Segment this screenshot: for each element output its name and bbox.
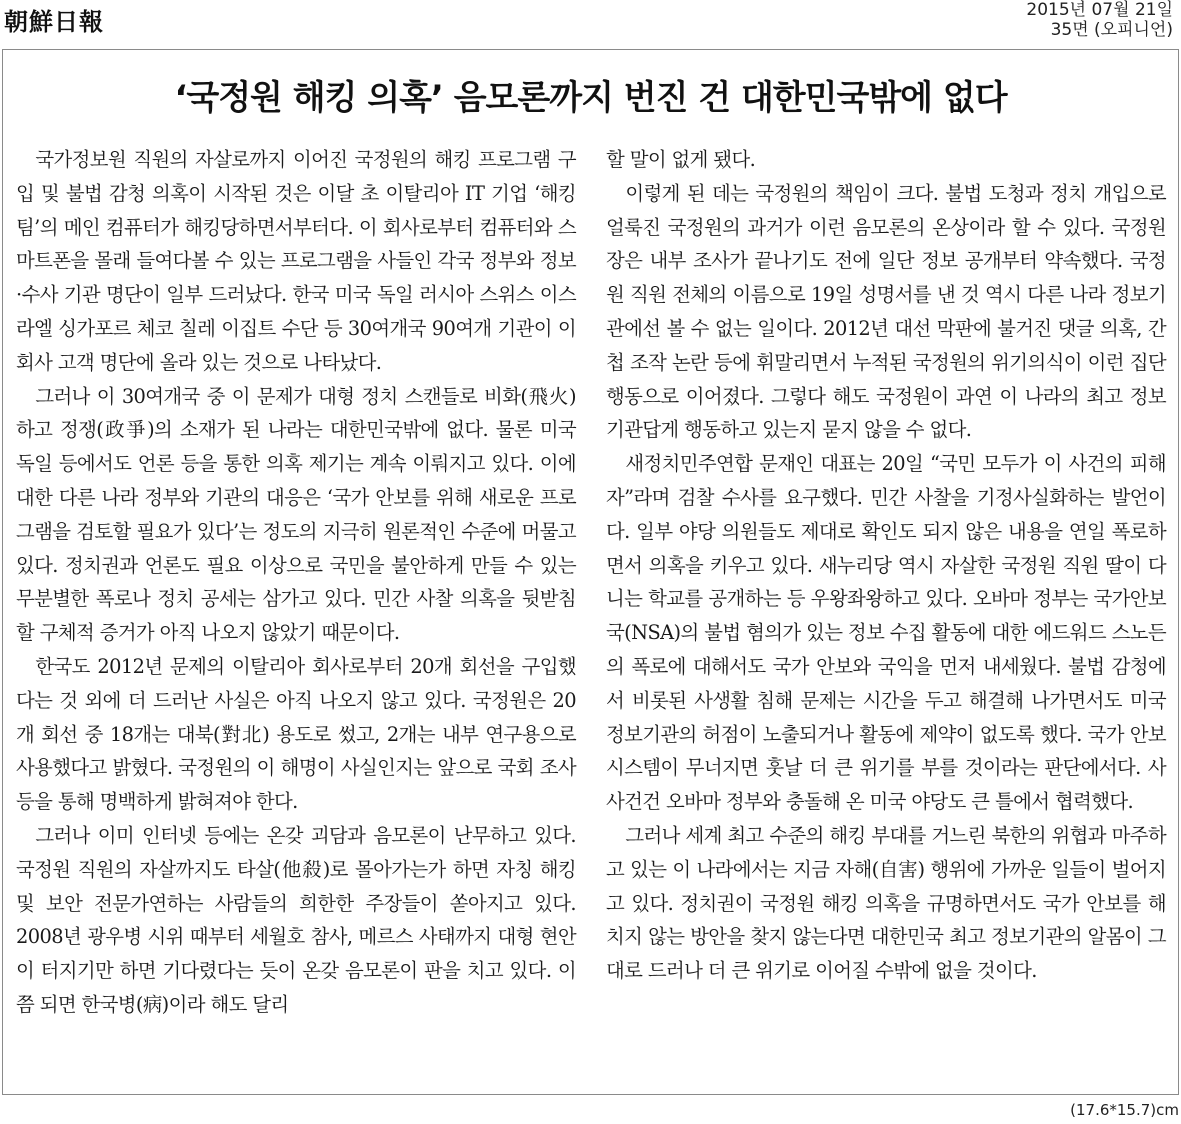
page-section: 35면 (오피니언): [1050, 20, 1173, 40]
headline: ‘국정원 해킹 의혹’ 음모론까지 번진 건 대한민국밖에 없다: [174, 78, 1007, 118]
column-left: [16, 143, 576, 1022]
masthead-logo: 朝鮮日報: [4, 7, 104, 36]
clipping-size: (17.6*15.7)cm: [1070, 1101, 1179, 1119]
paragraph-7: 그러나 세계 최고 수준의 해킹 부대를 거느린 북한의 위협과 마주하고 있는 이 나라에서는 지금 자해(自害) 행위에 가까운 일들이 벌어지고 있다. 정치권이 국정원 해킹 의혹을 규명하면서도 국가 안보를 해치지 않는 방안을 찾지 않는다면 대한민국 최고 정보기관의 알몸이 그대로 드러나 더 큰 위기로 이어질 수밖에 없을 것이다.: [606, 823, 1166, 983]
publication-date: 2015년 07월 21일: [1026, 0, 1173, 20]
paragraph-4-continued: 할 말이 없게 됐다.: [606, 148, 756, 171]
paragraph-5: 이렇게 된 데는 국정원의 책임이 크다. 불법 도청과 정치 개입으로 얼룩진 국정원의 과거가 이런 음모론의 온상이라 할 수 있다. 국정원장은 내부 조사가 끝나기도 전에 일단 정보 공개부터 약속했다. 국정원 직원 전체의 이름으로 19일 성명서를 낸 것 역시 다른 나라 정보기관에선 볼 수 없는 일이다. 2012년 대선 막판에 불거진 댓글 의혹, 간첩 조작 논란 등에 휘말리면서 누적된 국정원의 위기의식이 이런 집단 행동으로 이어졌다. 그렇다 해도 국정원이 과연 이 나라의 최고 정보기관답게 행동하고 있는지 묻지 않을 수 없다.: [606, 181, 1166, 442]
paragraph-2: 그러나 이 30여개국 중 이 문제가 대형 정치 스캔들로 비화(飛火)하고 정쟁(政爭)의 소재가 된 나라는 대한민국밖에 없다. 물론 미국 독일 등에서도 언론 등을 통한 의혹 제기는 계속 이뤄지고 있다. 이에 대한 다른 나라 정부와 기관의 대응은 ‘국가 안보를 위해 새로운 프로그램을 검토할 필요가 있다’는 정도의 지극히 원론적인 수준에 머물고 있다. 정치권과 언론도 필요 이상으로 국민을 불안하게 만들 수 있는 무분별한 폭로나 정치 공세는 삼가고 있다. 민간 사찰 의혹을 뒷받침할 구체적 증거가 아직 나오지 않았기 때문이다.: [16, 384, 576, 645]
column-right: [606, 143, 1166, 988]
paragraph-4: 그러나 이미 인터넷 등에는 온갖 괴담과 음모론이 난무하고 있다. 국정원 직원의 자살까지도 타살(他殺)로 몰아가는가 하면 자칭 해킹 및 보안 전문가연하는 사람들의 희한한 주장들이 쏟아지고 있다. 2008년 광우병 시위 때부터 세월호 참사, 메르스 사태까지 대형 현안이 터지기만 하면 기다렸다는 듯이 온갖 음모론이 판을 치고 있다. 이쯤 되면 한국병(病)이라 해도 달리: [16, 823, 576, 1016]
dateline: [1026, 0, 1173, 40]
paragraph-1: 국가정보원 직원의 자살로까지 이어진 국정원의 해킹 프로그램 구입 및 불법 감청 의혹이 시작된 것은 이달 초 이탈리아 IT 기업 ‘해킹팀’의 메인 컴퓨터가 해킹당하면서부터다. 이 회사로부터 컴퓨터와 스마트폰을 몰래 들여다볼 수 있는 프로그램을 사들인 각국 정부와 정보·수사 기관 명단이 일부 드러났다. 한국 미국 독일 러시아 스위스 이스라엘 싱가포르 체코 칠레 이집트 수단 등 30여개국 90여개 기관이 이 회사 고객 명단에 올라 있는 것으로 나타났다.: [16, 148, 576, 374]
paragraph-3: 한국도 2012년 문제의 이탈리아 회사로부터 20개 회선을 구입했다는 것 외에 더 드러난 사실은 아직 나오지 않고 있다. 국정원은 20개 회선 중 18개는 대북(對北) 용도로 썼고, 2개는 내부 연구용으로 사용했다고 밝혔다. 국정원의 이 해명이 사실인지는 앞으로 국회 조사 등을 통해 명백하게 밝혀져야 한다.: [16, 654, 576, 814]
paragraph-6: 새정치민주연합 문재인 대표는 20일 “국민 모두가 이 사건의 피해자”라며 검찰 수사를 요구했다. 민간 사찰을 기정사실화하는 발언이다. 일부 야당 의원들도 제대로 확인도 되지 않은 내용을 연일 폭로하면서 의혹을 키우고 있다. 새누리당 역시 자살한 국정원 직원 딸이 다니는 학교를 공개하는 등 우왕좌왕하고 있다. 오바마 정부는 국가안보국(NSA)의 불법 혐의가 있는 정보 수집 활동에 대한 에드워드 스노든의 폭로에 대해서도 국가 안보와 국익을 먼저 내세웠다. 불법 감청에서 비롯된 사생활 침해 문제는 시간을 두고 해결해 나가면서도 미국 정보기관의 허점이 노출되거나 활동에 제약이 없도록 했다. 국가 안보 시스템이 무너지면 훗날 더 큰 위기를 부를 것이라는 판단에서다. 사사건건 오바마 정부와 충돌해 온 미국 야당도 큰 틀에서 협력했다.: [606, 452, 1166, 814]
